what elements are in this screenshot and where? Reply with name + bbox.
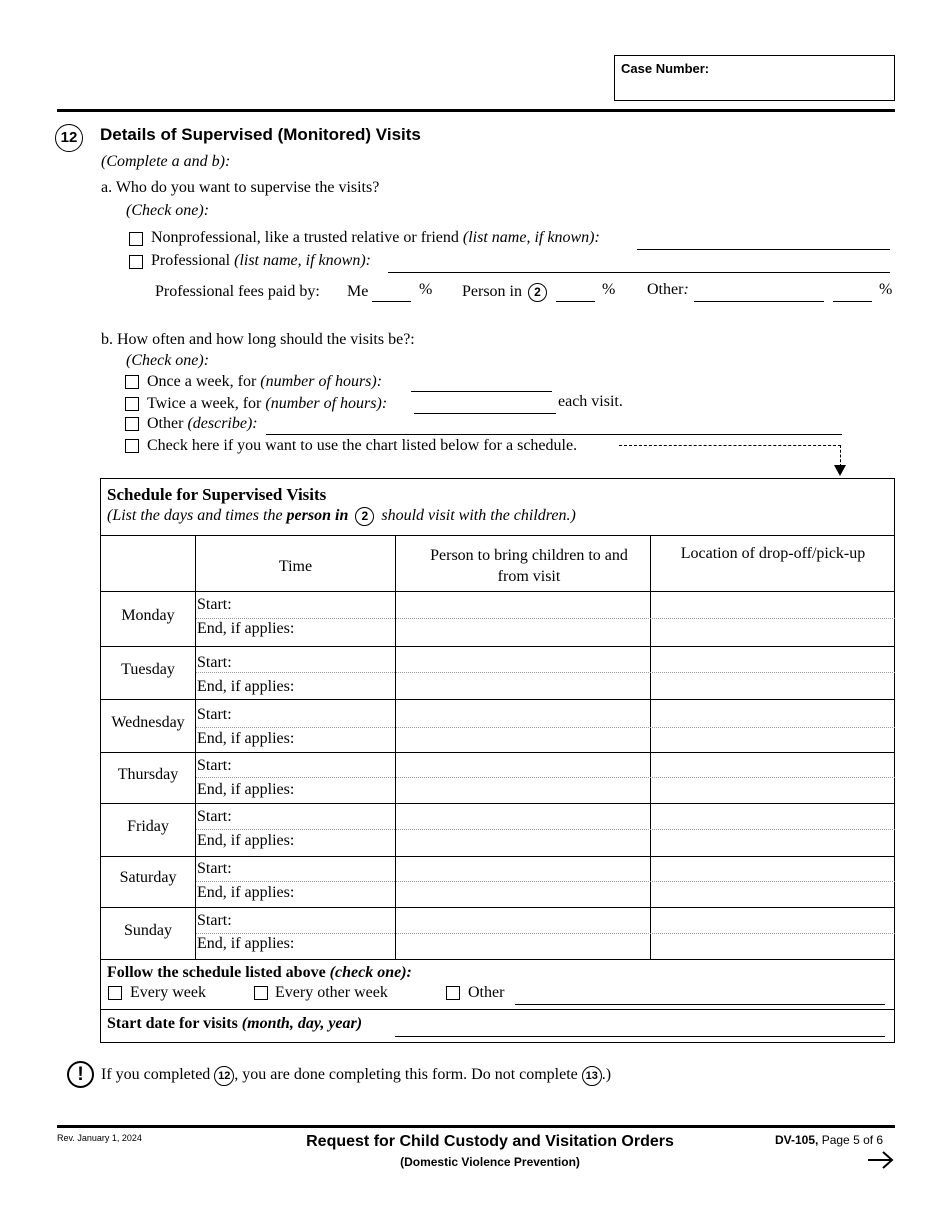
follow-label	[107, 964, 412, 982]
day-label: Wednesday	[111, 714, 185, 731]
row-rule	[100, 752, 895, 753]
part-b-check-one: (Check one):	[126, 352, 210, 369]
chart-dashed-connector-down	[840, 445, 841, 467]
every-other-week-label: Every other week	[275, 984, 388, 1001]
start-label: Start:	[197, 596, 232, 613]
nonprofessional-checkbox[interactable]	[129, 232, 143, 246]
footer-page-info	[775, 1133, 883, 1147]
start-label: Start:	[197, 808, 232, 825]
notice-text	[101, 1066, 611, 1086]
section-title: Details of Supervised (Monitored) Visits	[100, 125, 421, 144]
chart-arrow-icon	[834, 465, 846, 476]
once-a-week-hours-field[interactable]	[411, 391, 552, 392]
schedule-subtitle	[107, 507, 576, 526]
fees-person-pct: %	[602, 281, 616, 298]
other-frequency-hint: (describe):	[187, 415, 258, 432]
row-rule	[100, 907, 895, 908]
case-number-label: Case Number:	[621, 61, 710, 76]
start-label: Start:	[197, 706, 232, 723]
nonprofessional-label	[151, 229, 600, 247]
table-header-top-rule	[100, 535, 895, 536]
row-rule	[100, 803, 895, 804]
other-schedule-field[interactable]	[515, 1004, 885, 1005]
once-a-week-checkbox[interactable]	[125, 375, 139, 389]
nonprofessional-text: Nonprofessional, like a trusted relative or friend	[151, 229, 459, 246]
footer-title: Request for Child Custody and Visitation Orders	[306, 1133, 674, 1150]
end-label: End, if applies:	[197, 781, 295, 798]
twice-a-week-hours-field[interactable]	[414, 413, 556, 414]
warning-icon: !	[67, 1061, 94, 1088]
col-person-header: Person to bring children to and from visit	[430, 547, 628, 585]
other-frequency-describe-field[interactable]	[266, 434, 842, 435]
start-date-text: Start date for visits	[107, 1015, 238, 1032]
section-number-circle	[55, 124, 83, 152]
follow-rule	[100, 1009, 895, 1010]
other-frequency-checkbox[interactable]	[125, 417, 139, 431]
col-divider-1	[195, 535, 196, 959]
schedule-person-2-circle: 2	[355, 507, 374, 526]
twice-a-week-checkbox[interactable]	[125, 397, 139, 411]
row-split	[196, 672, 895, 673]
start-label: Start:	[197, 860, 232, 877]
professional-text: Professional	[151, 252, 231, 269]
day-label: Tuesday	[121, 661, 175, 678]
professional-label	[151, 252, 371, 270]
professional-checkbox[interactable]	[129, 255, 143, 269]
day-label: Friday	[127, 818, 169, 835]
row-rule	[100, 959, 895, 960]
row-split	[196, 881, 895, 882]
next-page-arrow-icon	[867, 1150, 895, 1170]
twice-a-week-label	[147, 395, 387, 413]
schedule-title: Schedule for Supervised Visits	[107, 485, 327, 504]
fees-me-pct: %	[419, 281, 433, 298]
every-week-label: Every week	[130, 984, 206, 1001]
end-label: End, if applies:	[197, 730, 295, 747]
start-date-field[interactable]	[395, 1036, 885, 1037]
header-rule	[57, 109, 895, 112]
row-rule	[100, 699, 895, 700]
start-label: Start:	[197, 912, 232, 929]
follow-hint: (check one):	[329, 964, 412, 981]
part-a-check-one: (Check one):	[126, 202, 210, 219]
fees-other-pct: %	[879, 281, 893, 298]
table-header-bottom-rule	[100, 591, 895, 592]
start-label: Start:	[197, 757, 232, 774]
part-a-question: a. Who do you want to supervise the visits?	[101, 179, 380, 196]
day-label: Monday	[121, 607, 175, 624]
fees-other-percent-field[interactable]	[833, 301, 872, 302]
once-a-week-hint: (number of hours):	[260, 373, 383, 390]
fees-person-label	[462, 283, 547, 302]
row-rule	[100, 646, 895, 647]
once-a-week-label	[147, 373, 382, 391]
fees-person-text: Person in	[462, 283, 522, 300]
start-date-label	[107, 1015, 362, 1033]
end-label: End, if applies:	[197, 832, 295, 849]
footer-revision: Rev. January 1, 2024	[57, 1133, 142, 1143]
other-schedule-label: Other	[468, 984, 505, 1001]
twice-a-week-hint: (number of hours):	[265, 395, 388, 412]
fees-other-text: Other	[647, 281, 684, 298]
use-chart-label: Check here if you want to use the chart listed below for a schedule.	[147, 437, 578, 454]
fees-label: Professional fees paid by:	[155, 283, 320, 300]
day-label: Saturday	[119, 869, 177, 886]
nonprofessional-name-field[interactable]	[637, 249, 890, 250]
end-label: End, if applies:	[197, 884, 295, 901]
col-divider-3	[650, 535, 651, 959]
end-label: End, if applies:	[197, 678, 295, 695]
case-number-box[interactable]	[614, 55, 895, 101]
fees-me-percent-field[interactable]	[372, 301, 411, 302]
chart-dashed-connector	[619, 445, 841, 446]
schedule-subtitle-bold: person in	[286, 507, 349, 524]
section-number: 12	[60, 129, 78, 146]
other-frequency-label	[147, 415, 258, 433]
fees-other-label	[647, 281, 689, 299]
schedule-subtitle-post: should visit with the children.)	[381, 507, 576, 524]
schedule-subtitle-pre: (List the days and times the	[107, 507, 283, 524]
row-split	[196, 829, 895, 830]
col-divider-2	[395, 535, 396, 959]
notice-item-12: 12	[214, 1066, 234, 1086]
follow-label-text: Follow the schedule listed above	[107, 964, 326, 981]
each-visit-label: each visit.	[558, 393, 623, 410]
row-split	[196, 933, 895, 934]
footer-rule	[57, 1125, 895, 1128]
footer-page: Page 5 of 6	[821, 1133, 884, 1147]
col-location-header: Location of drop-off/pick-up	[680, 545, 866, 562]
row-rule	[100, 856, 895, 857]
day-label: Sunday	[124, 922, 172, 939]
row-split	[196, 727, 895, 728]
footer-subtitle: (Domestic Violence Prevention)	[400, 1155, 580, 1169]
day-label: Thursday	[117, 766, 179, 783]
every-other-week-checkbox[interactable]	[254, 986, 268, 1000]
professional-name-field[interactable]	[388, 272, 890, 273]
fees-other-colon: :	[683, 281, 689, 298]
every-week-checkbox[interactable]	[108, 986, 122, 1000]
row-split	[196, 777, 895, 778]
start-label: Start:	[197, 654, 232, 671]
person-2-circle: 2	[528, 283, 547, 302]
end-label: End, if applies:	[197, 935, 295, 952]
twice-a-week-text: Twice a week, for	[147, 395, 262, 412]
col-time-header: Time	[278, 558, 313, 575]
once-a-week-text: Once a week, for	[147, 373, 257, 390]
row-split	[196, 618, 895, 619]
notice-mid: , you are done completing this form. Do not complete	[234, 1066, 578, 1083]
professional-hint: (list name, if known):	[234, 252, 371, 269]
section-instruction: (Complete a and b):	[101, 153, 231, 170]
footer-form-id: DV-105,	[775, 1133, 819, 1147]
end-label: End, if applies:	[197, 620, 295, 637]
start-date-hint: (month, day, year)	[241, 1015, 363, 1032]
fees-other-name-field[interactable]	[694, 301, 824, 302]
notice-pre: If you completed	[101, 1066, 211, 1083]
fees-person-percent-field[interactable]	[556, 301, 595, 302]
use-chart-checkbox[interactable]	[125, 439, 139, 453]
nonprofessional-hint: (list name, if known):	[462, 229, 600, 246]
fees-me-label: Me	[347, 283, 369, 300]
other-frequency-text: Other	[147, 415, 184, 432]
notice-item-13: 13	[582, 1066, 602, 1086]
notice-post: .)	[601, 1066, 612, 1083]
other-schedule-checkbox[interactable]	[446, 986, 460, 1000]
part-b-question: b. How often and how long should the visits be?:	[101, 331, 415, 348]
